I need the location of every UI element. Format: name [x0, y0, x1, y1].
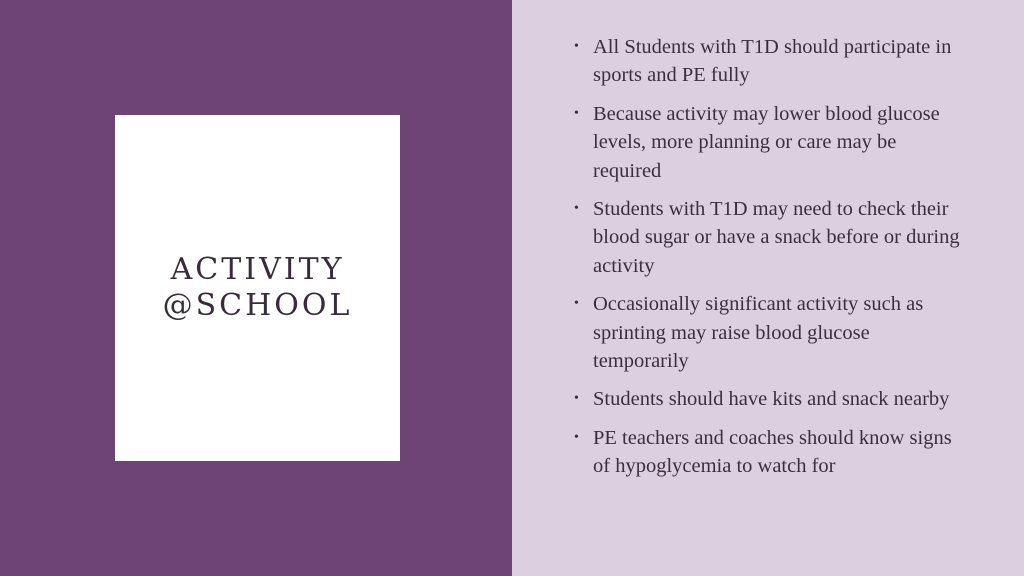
bullet-text: All Students with T1D should participate in sports and PE fully [593, 36, 952, 87]
title-line-1: ACTIVITY [170, 252, 345, 287]
bullet-icon: • [574, 105, 579, 121]
title-line-2: @SCHOOL [162, 288, 353, 323]
bullet-text: Students should have kits and snack nearby [593, 388, 950, 411]
title-card [115, 115, 400, 461]
bullet-text: Occasionally significant activity such as sprinting may raise blood glucose temporarily [593, 293, 924, 373]
bullet-text: Students with T1D may need to check their blood sugar or have a snack before or during activity [593, 198, 960, 277]
bullet-icon: • [574, 39, 579, 54]
bullet-list [572, 33, 962, 491]
bullet-item [572, 424, 962, 481]
bullet-item [572, 33, 962, 90]
bullet-icon: • [574, 201, 579, 217]
bullet-icon: • [574, 429, 579, 445]
bullet-text: Because activity may lower blood glucose levels, more planning or care may be required [593, 102, 940, 182]
bullet-icon: • [574, 391, 579, 407]
bullet-icon: • [574, 296, 579, 312]
bullet-item [572, 385, 962, 413]
bullet-item [572, 290, 962, 375]
slide-title [163, 252, 353, 324]
bullet-text: PE teachers and coaches should know signs of hypoglycemia to watch for [593, 426, 952, 478]
right-panel [512, 0, 1024, 576]
bullet-item [572, 195, 962, 280]
bullet-item [572, 100, 962, 185]
